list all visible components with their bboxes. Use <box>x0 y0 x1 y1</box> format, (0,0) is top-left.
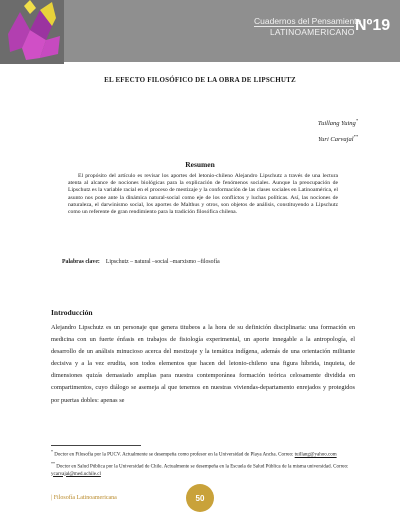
author-1 <box>318 114 358 130</box>
author-list <box>318 114 358 146</box>
journal-name: Cuadernos del Pensamiento <box>254 16 362 26</box>
footnote-rule <box>51 445 141 446</box>
footnote-mark: ** <box>51 461 55 467</box>
journal-logo <box>0 0 64 64</box>
author-name: Yuri Carvajal <box>318 136 354 144</box>
keywords-list: Lipschutz – natural –social –marxismo –filosofía <box>105 259 220 265</box>
author-mark: * <box>355 118 358 123</box>
journal-subtitle: LATINOAMERICANO <box>270 27 355 37</box>
author-name: Tuillang Yuing <box>317 120 356 128</box>
footnotes <box>51 449 355 480</box>
abstract-text: El propósito del artículo es revisar los aportes del letonio-chileno Alejandro Lipschutz a través de una lectura atenta al alcance de nociones biológicas para la explicación de fenómenos sociales. Aunque la preocupación de Lipschutz es la variable racial en el proceso de mestizaje y la conformación de las clases sociales en Latinoamérica, el asunto nos pone ante la dinámica natural-social como eje de los conflictos y luchas políticas. Así, las nociones de naturaleza, el darwinismo social, los aportes de Malthus y otros, son objetos de análisis, constituyendo a Lipschutz como un referente de gran rendimiento para la tradición filosófica chilena. <box>68 173 338 216</box>
page-number: 50 <box>186 484 214 512</box>
logo-graphic <box>0 0 64 64</box>
journal-header <box>0 0 400 64</box>
intro-paragraph: Alejandro Lipschutz es un personaje que genera titubeos a la hora de su definición disciplinaria: una formación en medicina con un fuerte énfasis en trabajos de fisiología experimental, un aporte innegable a la antropología, el desarrollo de un análisis minucioso acerca del mestizaje y la temática indígena, además de una orientación militante decisiva y a la vez erudita, son todos elementos que hacen del letonio-chileno una figura híbrida, inquieta, de dimensiones quizás demasiado amplias para nuestra contemporánea formación teórica celosamente dividida en compartimentos, cuyo diálogo se asemeja al que tenemos en nuestras viviendas-departamento enrejados y protegidos por puertas dobles: apenas se <box>51 324 355 404</box>
footnote-1 <box>51 449 355 459</box>
footer-section-label: | Filosofía Latinoamericana <box>51 495 117 501</box>
footnote-text: Doctor en Salud Pública por la Universidad de Chile. Actualmente se desempeña en la Escuela de Salud Pública de la misma universidad. Correo: <box>56 464 349 470</box>
issue-number: Nº19 <box>355 17 391 34</box>
author-mark: ** <box>353 134 358 140</box>
article-title: EL EFECTO FILOSÓFICO DE LA OBRA DE LIPSCHUTZ <box>104 76 296 84</box>
keywords <box>62 259 220 265</box>
abstract-heading: Resumen <box>185 160 215 169</box>
footnote-email[interactable]: tuillang@yahoo.com <box>294 452 337 458</box>
intro-heading: Introducción <box>51 308 93 317</box>
footnote-mark: * <box>51 449 53 454</box>
footnote-2 <box>51 461 355 478</box>
keywords-label: Palabras clave: <box>62 259 100 265</box>
footnote-text: Doctor en Filosofía por la PUCV. Actualmente se desempeña como profesor en la Universidad de Playa Ancha. Correo: <box>54 452 295 458</box>
author-2 <box>318 130 358 146</box>
footnote-email[interactable]: ycarvajal@med.uchile.cl <box>51 471 101 477</box>
